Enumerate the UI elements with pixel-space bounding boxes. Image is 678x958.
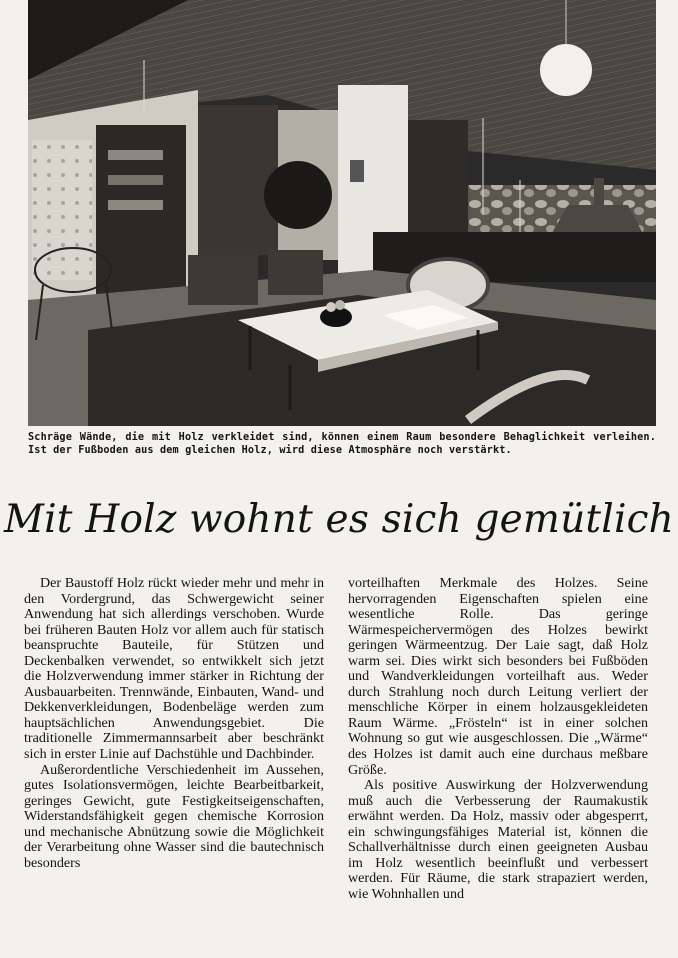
paragraph: Der Baustoff Holz rückt wieder mehr und mehr in den Vordergrund, das Schwergewicht seiner Anwendung hat sich allerdings verschoben. Wurde bei früheren Bauten Holz vor allem auch für statisch beanspruchte Bauteile, für Stützen und Deckenbalken verwendet, so entwikkelt sich jetzt die Holzverwendung immer stärker in Richtung der Ausbauarbeiten. Trennwände, Einbauten, Wand- und Dekkenverkleidungen, Bodenbeläge werden zum hauptsächlichen Anwendungsgebiet. Die traditionelle Zimmermannsarbeit aber beschränkt sich in erster Linie auf Dachstühle und Dachbinder.: [24, 575, 324, 763]
article-column-right: [348, 576, 648, 902]
photo-caption: Schräge Wände, die mit Holz verkleidet sind, können einem Raum besondere Behaglichkeit verleihen. Ist der Fußboden aus dem gleichen Holz, wird diese Atmosphäre noch verstärkt.: [28, 432, 656, 456]
pendant-lamp: [540, 44, 592, 96]
paragraph: Als positive Auswirkung der Holzverwendung muß auch die Verbesserung der Raumakustik erwähnt werden. Da Holz, massiv oder abgesperrt, ein schwingungsfähiges Material ist, können die Schallverhältnisse durch einen geeigneten Ausbau im Holz wesentlich beeinflußt und verbessert werden. Für Räume, die stark strapaziert werden, wie Wohnhallen und: [348, 777, 648, 902]
paragraph: Außerordentliche Verschiedenheit im Aussehen, gutes Isolationsvermögen, leichte Bearbeitbarkeit, geringes Gewicht, gute Festigkeitseigenschaften, Widerstandsfähigkeit gegen chemische Korrosion und mechanische Abnützung sowie die Möglichkeit der Verarbeitung ohne Wasser sind die bautechnisch besonders: [24, 761, 324, 871]
plant: [264, 161, 332, 229]
paragraph: vorteilhaften Merkmale des Holzes. Seine hervorragenden Eigenschaften spielen eine wesentliche Rolle. Das geringe Wärmespeichervermögen des Holzes bewirkt geringen Wärmeentzug. Der Laie sagt, daß Holz warm sei. Dies wirkt sich besonders bei Fußböden und Wandverkleidungen vorteilhaft aus. Weder durch Strahlung noch durch Leitung verliert der menschliche Körper in einem holzausgekleideten Raum Wärme. „Frösteln“ ist in einer solchen Wohnung so gut wie ausgeschlossen. Die „Wärme“ des Holzes ist damit auch eine durchaus meßbare Größe.: [348, 575, 648, 778]
article-column-left: [24, 576, 324, 871]
article-headline: Mit Holz wohnt es sich gemütlich: [3, 497, 674, 542]
interior-photo: [28, 0, 656, 426]
room-illustration: [28, 0, 656, 426]
